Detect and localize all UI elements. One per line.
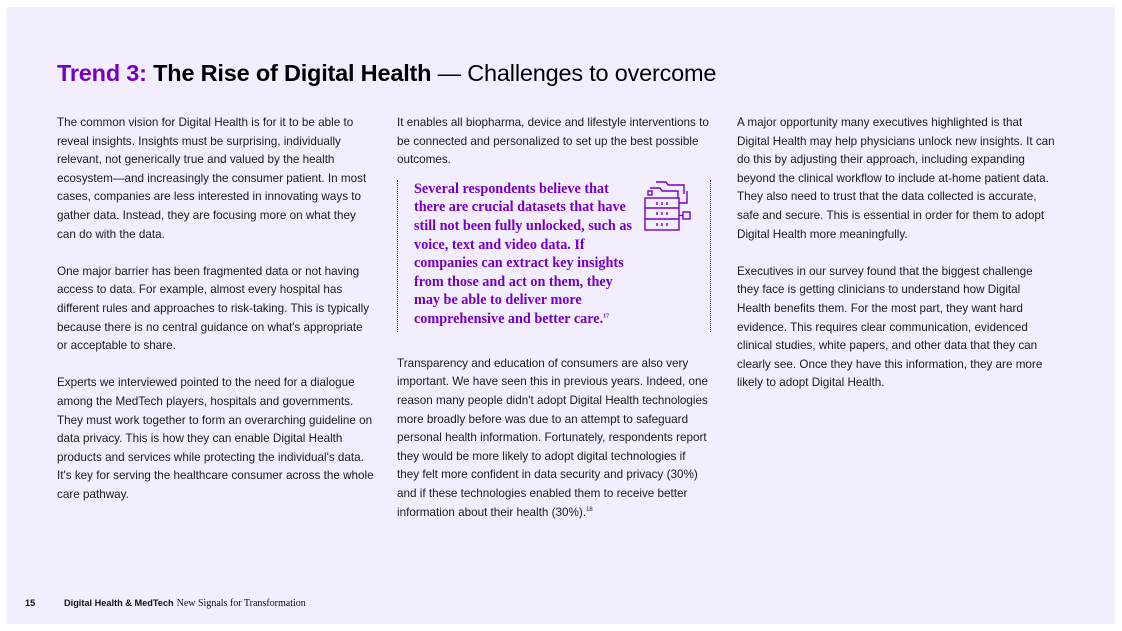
title-subtitle: — Challenges to overcome	[437, 60, 717, 86]
publication-title	[64, 597, 306, 610]
page-number: 15	[25, 598, 36, 608]
pull-quote-text: Several respondents believe that there are crucial datasets that have still not been fully unlocked, such as voice, text and video data. If companies can extract key insights from those and act on them, they may be able to deliver more comprehensive and better care.	[414, 180, 632, 327]
paragraph-experts: Experts we interviewed pointed to the need for a dialogue among the MedTech players, hospitals and governments. They must work together to form an overarching guideline on data privacy. This is how they can enable Digital Health products and services while protecting the individual's data. It's key for serving the healthcare consumer across the whole care pathway.	[57, 376, 374, 501]
publication-name: Digital Health & MedTech	[64, 598, 174, 608]
column-middle	[397, 114, 709, 541]
paragraph-barrier: One major barrier has been fragmented data or not having access to data. For example, almost every hospital has different rules and approaches to risk-taking. This is typically because there is no central guidance on what's appropriate or acceptable to share.	[57, 264, 370, 353]
paragraph-transparency-text: Transparency and education of consumers are also very important. We have seen this in previous years. Indeed, one reason many people didn't adopt Digital Health technologies more broadly before was due to an attempt to safeguard personal health information. Fortunately, respondents report they would be more likely to adopt digital technologies if they felt more confident in data security and privacy (30%) and if these technologies enabled them to receive better information about their health (30%).	[397, 356, 708, 519]
pull-quote-footnote: 17	[603, 313, 610, 320]
paragraph-executives: Executives in our survey found that the biggest challenge they face is getting clinicians to understand how Digital Health benefits them. For the most part, they want hard evidence. This requires clear communication, evidenced clinical studies, white papers, and other data that they can clearly see. Once they have this information, they are more likely to adopt Digital Health.	[737, 264, 1043, 390]
pull-quote	[414, 180, 636, 329]
page-title	[57, 58, 716, 88]
transparency-footnote: 18	[586, 506, 593, 513]
pull-quote-box	[397, 180, 709, 332]
paragraph-vision: The common vision for Digital Health is for it to be able to reveal insights. Insights must be surprising, individually relevant, not generically true and valued by the health ecosystem—and increasingly the consumer patient. In most cases, companies are less interested in innovating ways to gather data. Instead, they are focusing more on what they can do with the data.	[57, 116, 367, 241]
title-main: The Rise of Digital Health	[153, 60, 432, 86]
data-folders-icon	[644, 180, 694, 232]
column-right	[737, 114, 1055, 412]
paragraph-opportunity: A major opportunity many executives highlighted is that Digital Health may help physicians unlock new insights. It can do this by adjusting their approach, including expanding beyond the clinical workflow to include at-home patient data. They also need to trust that the data collected is accurate, safe and secure. This is essential in order for them to adopt Digital Health more meaningfully.	[737, 116, 1055, 241]
publication-subtitle: New Signals for Transformation	[176, 598, 306, 609]
paragraph-transparency	[397, 355, 709, 522]
column-left	[57, 114, 375, 523]
title-trend-label: Trend 3:	[57, 60, 147, 86]
paragraph-interventions: It enables all biopharma, device and lifestyle interventions to be connected and personalized to set up the best possible outcomes.	[397, 116, 709, 167]
